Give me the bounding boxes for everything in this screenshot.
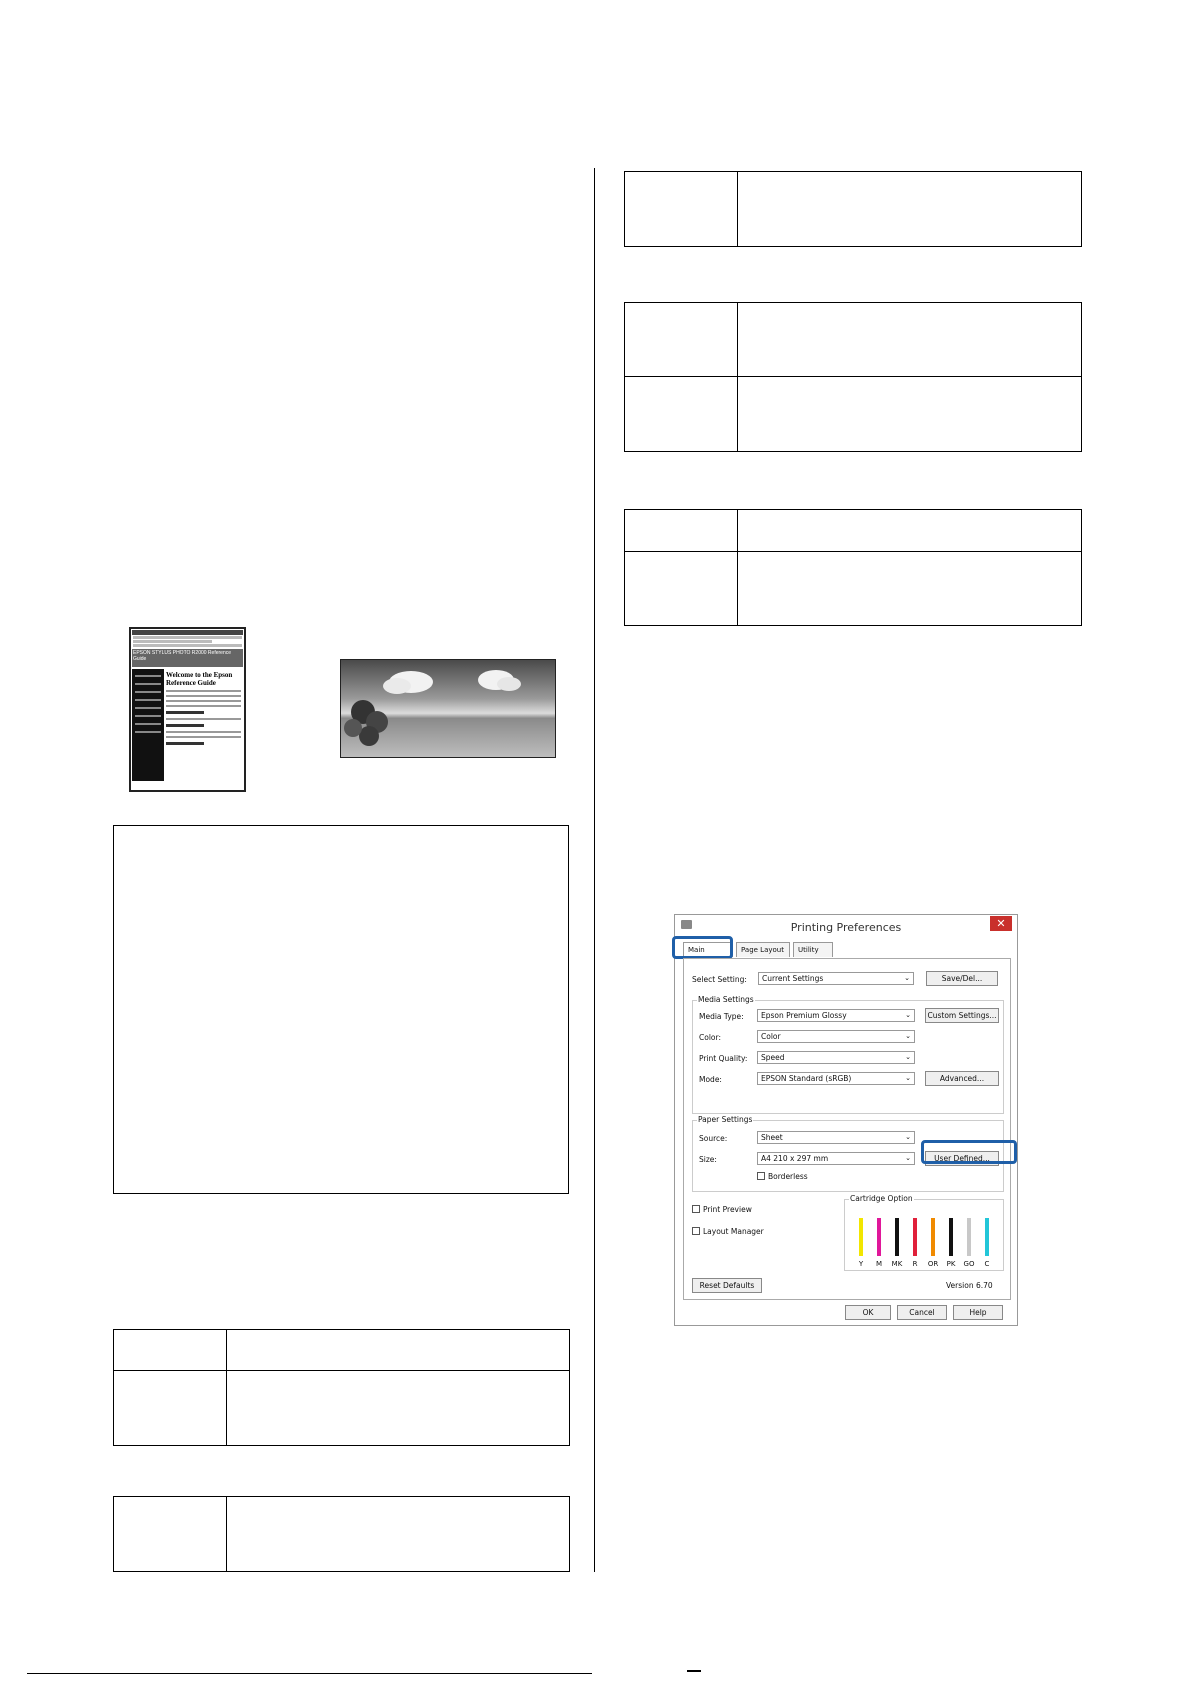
select-setting-label: Select Setting: [692,975,747,984]
table-cell [738,303,1082,377]
spec-table-2 [624,302,1082,452]
save-del-button[interactable]: Save/Del... [926,971,998,986]
cartridge-mk-ink-level [895,1218,899,1256]
tab-page-layout-label: Page Layout [741,946,784,954]
table-cell [738,172,1082,247]
table-cell [625,510,738,552]
print-quality-value: Speed [761,1053,785,1062]
table-cell [625,552,738,626]
table-cell [114,1371,227,1446]
table-cell [625,172,738,247]
cartridge-c-label: C [984,1260,990,1268]
chevron-down-icon: ⌄ [905,1032,911,1040]
borderless-checkbox[interactable] [757,1172,765,1180]
footer-mark [687,1670,701,1672]
paper-settings-title: Paper Settings [698,1115,753,1124]
table-cell [114,1330,227,1371]
user-defined-highlight [921,1140,1017,1164]
cartridge-m-label: M [875,1260,883,1268]
borderless-label: Borderless [768,1172,808,1181]
dialog-title: Printing Preferences [790,921,902,934]
color-value: Color [761,1032,781,1041]
size-dropdown[interactable] [757,1152,915,1165]
print-quality-label: Print Quality: [699,1054,748,1063]
cartridge-r-ink-level [913,1218,917,1256]
mode-label: Mode: [699,1075,722,1084]
print-preview-checkbox[interactable] [692,1205,700,1213]
select-setting-value: Current Settings [762,974,824,983]
cartridge-option-group [844,1194,1004,1271]
chevron-down-icon: ⌄ [904,974,910,982]
cartridge-pk-label: PK [946,1260,956,1268]
table-cell [738,377,1082,452]
main-panel [683,958,1011,1300]
spec-table-5 [113,1496,570,1572]
tab-utility[interactable] [793,942,833,957]
chevron-down-icon: ⌄ [905,1154,911,1162]
table-cell [625,303,738,377]
tab-utility-label: Utility [798,946,819,954]
chevron-down-icon: ⌄ [905,1011,911,1019]
color-dropdown[interactable] [757,1030,915,1043]
thumbnail-heading: Welcome to the Epson Reference Guide [166,671,233,687]
tab-page-layout[interactable] [736,942,790,957]
source-dropdown[interactable] [757,1131,915,1144]
cartridge-option-title: Cartridge Option [850,1194,913,1203]
print-preview-label: Print Preview [703,1205,752,1214]
table-cell [738,510,1082,552]
media-type-value: Epson Premium Glossy [761,1011,847,1020]
main-tab-highlight [672,936,733,959]
media-type-dropdown[interactable] [757,1009,915,1022]
source-value: Sheet [761,1133,783,1142]
cartridge-mk-label: MK [891,1260,903,1268]
close-button[interactable]: ✕ [990,916,1012,931]
cartridge-or-label: OR [927,1260,939,1268]
source-label: Source: [699,1134,728,1143]
layout-manager-label: Layout Manager [703,1227,764,1236]
chevron-down-icon: ⌄ [905,1133,911,1141]
spec-table-1 [624,171,1082,247]
media-type-label: Media Type: [699,1012,744,1021]
cancel-button[interactable]: Cancel [897,1305,947,1320]
sample-photo-thumbnail [340,659,556,758]
cartridge-m-ink-level [877,1218,881,1256]
printing-preferences-dialog [674,914,1018,1326]
note-box [113,825,569,1194]
print-quality-dropdown[interactable] [757,1051,915,1064]
custom-settings-button[interactable]: Custom Settings... [925,1008,999,1023]
mode-dropdown[interactable] [757,1072,915,1085]
chevron-down-icon: ⌄ [905,1074,911,1082]
tab-main-label: Main [688,946,705,954]
cartridge-y-ink-level [859,1218,863,1256]
cartridge-c-ink-level [985,1218,989,1256]
table-cell [114,1497,227,1572]
reset-defaults-button[interactable]: Reset Defaults [692,1278,762,1293]
cartridge-go-label: GO [963,1260,975,1268]
thumbnail-banner: EPSON STYLUS PHOTO R2000 Reference Guide [132,649,243,667]
table-cell [227,1330,570,1371]
version-label: Version 6.70 [946,1281,993,1290]
help-button[interactable]: Help [953,1305,1003,1320]
mode-value: EPSON Standard (sRGB) [761,1074,852,1083]
spec-table-4 [113,1329,570,1446]
spec-table-3 [624,509,1082,626]
ok-button[interactable]: OK [845,1305,891,1320]
table-cell [625,377,738,452]
table-cell [738,552,1082,626]
size-value: A4 210 x 297 mm [761,1154,829,1163]
column-divider [594,168,595,1572]
media-settings-title: Media Settings [698,995,754,1004]
footer-rule [27,1673,592,1674]
cartridge-or-ink-level [931,1218,935,1256]
color-label: Color: [699,1033,721,1042]
reference-guide-thumbnail [129,627,246,792]
cartridge-r-label: R [912,1260,918,1268]
size-label: Size: [699,1155,717,1164]
select-setting-dropdown[interactable] [758,972,914,985]
table-cell [227,1497,570,1572]
cartridge-y-label: Y [858,1260,864,1268]
layout-manager-checkbox[interactable] [692,1227,700,1235]
advanced-button[interactable]: Advanced... [925,1071,999,1086]
chevron-down-icon: ⌄ [905,1053,911,1061]
user-defined-button[interactable]: User Defined... [925,1151,999,1166]
cartridge-go-ink-level [967,1218,971,1256]
table-cell [227,1371,570,1446]
cartridge-pk-ink-level [949,1218,953,1256]
media-settings-group [692,995,1004,1114]
